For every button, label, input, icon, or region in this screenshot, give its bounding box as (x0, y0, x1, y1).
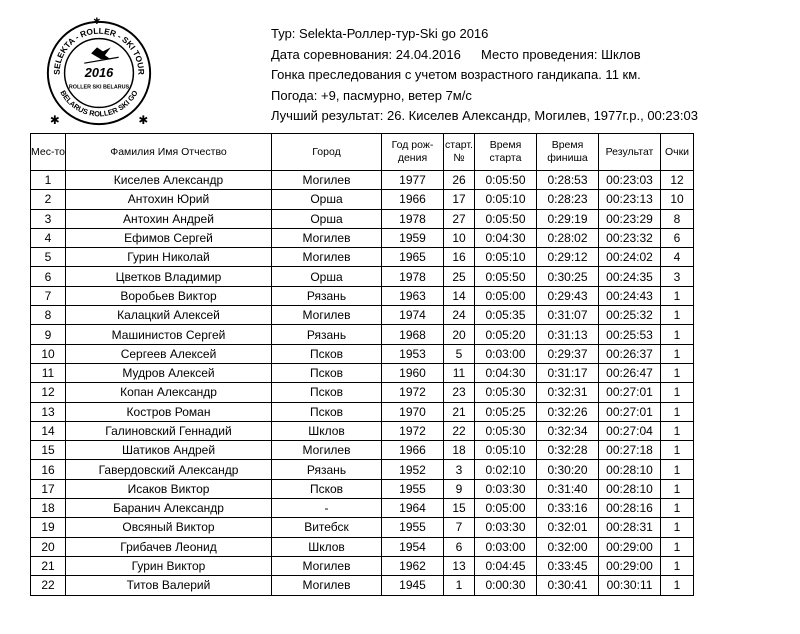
cell-start-time: 0:05:10 (475, 248, 537, 267)
cell-bib: 6 (444, 537, 475, 556)
cell-result: 00:23:13 (599, 190, 661, 209)
logo-center-text: ROLLER SKI BELARUS (68, 84, 130, 91)
cell-year: 1959 (382, 228, 444, 247)
cell-start-time: 0:05:35 (475, 306, 537, 325)
cell-result: 00:28:31 (599, 518, 661, 537)
cell-finish-time: 0:30:41 (537, 576, 599, 595)
cell-result: 00:27:04 (599, 421, 661, 440)
cell-start-time: 0:05:30 (475, 383, 537, 402)
cell-year: 1966 (382, 190, 444, 209)
cell-bib: 1 (444, 576, 475, 595)
cell-year: 1952 (382, 460, 444, 479)
table-row (31, 402, 694, 421)
table-row (31, 363, 694, 382)
cell-result: 00:27:18 (599, 441, 661, 460)
cell-start-time: 0:05:00 (475, 499, 537, 518)
cell-name: Титов Валерий (66, 576, 272, 595)
cell-start-time: 0:05:10 (475, 190, 537, 209)
cell-start-time: 0:05:50 (475, 267, 537, 286)
cell-finish-time: 0:30:25 (537, 267, 599, 286)
cell-result: 00:27:01 (599, 383, 661, 402)
header-bib: старт. № (444, 134, 475, 171)
cell-finish-time: 0:28:23 (537, 190, 599, 209)
cell-city: Могилев (272, 248, 382, 267)
table-row (31, 537, 694, 556)
cell-year: 1970 (382, 402, 444, 421)
cell-start-time: 0:05:50 (475, 209, 537, 228)
cell-name: Мудров Алексей (66, 363, 272, 382)
cell-result: 00:24:35 (599, 267, 661, 286)
cell-place: 10 (31, 344, 66, 363)
cell-finish-time: 0:29:19 (537, 209, 599, 228)
cell-result: 00:23:29 (599, 209, 661, 228)
cell-start-time: 0:03:00 (475, 344, 537, 363)
cell-name: Гурин Виктор (66, 556, 272, 575)
table-row (31, 228, 694, 247)
cell-place: 18 (31, 499, 66, 518)
cell-points: 1 (661, 363, 694, 382)
cell-points: 8 (661, 209, 694, 228)
logo-bottom-arc-text: BELARUS ROLLER SKI GO (58, 88, 140, 119)
cell-year: 1964 (382, 499, 444, 518)
cell-city: Могилев (272, 228, 382, 247)
table-row (31, 460, 694, 479)
cell-year: 1968 (382, 325, 444, 344)
cell-city: Псков (272, 344, 382, 363)
cell-place: 12 (31, 383, 66, 402)
cell-year: 1972 (382, 383, 444, 402)
cell-place: 20 (31, 537, 66, 556)
cell-bib: 17 (444, 190, 475, 209)
cell-place: 2 (31, 190, 66, 209)
cell-name: Сергеев Алексей (66, 344, 272, 363)
cell-name: Копан Александр (66, 383, 272, 402)
cell-place: 16 (31, 460, 66, 479)
table-row (31, 441, 694, 460)
cell-year: 1953 (382, 344, 444, 363)
cell-finish-time: 0:32:00 (537, 537, 599, 556)
tour-title: Тур: Selekta-Роллер-тур-Ski go 2016 (271, 26, 489, 41)
cell-start-time: 0:05:20 (475, 325, 537, 344)
cell-points: 1 (661, 306, 694, 325)
cell-city: Могилев (272, 556, 382, 575)
cell-finish-time: 0:32:26 (537, 402, 599, 421)
cell-city: - (272, 499, 382, 518)
cell-bib: 16 (444, 248, 475, 267)
race-description: Гонка преследования с учетом возрастного гандикапа. 11 км. (271, 67, 641, 82)
cell-name: Шатиков Андрей (66, 441, 272, 460)
cell-city: Рязань (272, 286, 382, 305)
cell-finish-time: 0:28:02 (537, 228, 599, 247)
cell-bib: 9 (444, 479, 475, 498)
cell-place: 21 (31, 556, 66, 575)
cell-name: Киселев Александр (66, 171, 272, 190)
cell-result: 00:28:16 (599, 499, 661, 518)
cell-name: Антохин Юрий (66, 190, 272, 209)
header-result: Результат (599, 134, 661, 171)
cell-name: Машинистов Сергей (66, 325, 272, 344)
results-table (30, 133, 694, 596)
cell-bib: 3 (444, 460, 475, 479)
cell-year: 1945 (382, 576, 444, 595)
cell-year: 1955 (382, 479, 444, 498)
cell-start-time: 0:03:30 (475, 479, 537, 498)
cell-points: 1 (661, 325, 694, 344)
cell-points: 1 (661, 383, 694, 402)
cell-year: 1963 (382, 286, 444, 305)
cell-year: 1962 (382, 556, 444, 575)
cell-city: Псков (272, 383, 382, 402)
cell-place: 17 (31, 479, 66, 498)
logo-year: 2016 (84, 64, 114, 80)
cell-start-time: 0:05:30 (475, 421, 537, 440)
cell-points: 1 (661, 556, 694, 575)
cell-result: 00:29:00 (599, 537, 661, 556)
cell-city: Рязань (272, 460, 382, 479)
cell-place: 11 (31, 363, 66, 382)
cell-city: Псков (272, 479, 382, 498)
cell-place: 13 (31, 402, 66, 421)
cell-place: 3 (31, 209, 66, 228)
header-name: Фамилия Имя Отчество (66, 134, 272, 171)
cell-start-time: 0:03:00 (475, 537, 537, 556)
cell-result: 00:30:11 (599, 576, 661, 595)
cell-start-time: 0:03:30 (475, 518, 537, 537)
cell-city: Шклов (272, 537, 382, 556)
header-finish-time: Время финиша (537, 134, 599, 171)
table-row (31, 209, 694, 228)
table-row (31, 421, 694, 440)
best-result: Лучший результат: 26. Киселев Александр, Могилев, 1977г.р., 00:23:03 (271, 108, 698, 123)
cell-finish-time: 0:32:28 (537, 441, 599, 460)
header-city: Город (272, 134, 382, 171)
cell-points: 1 (661, 518, 694, 537)
cell-start-time: 0:04:45 (475, 556, 537, 575)
cell-finish-time: 0:31:13 (537, 325, 599, 344)
cell-city: Псков (272, 363, 382, 382)
race-date: Дата соревнования: 24.04.2016 (271, 46, 461, 62)
table-row (31, 518, 694, 537)
table-row (31, 576, 694, 595)
table-row (31, 556, 694, 575)
cell-city: Орша (272, 267, 382, 286)
cell-bib: 7 (444, 518, 475, 537)
cell-bib: 24 (444, 306, 475, 325)
cell-year: 1966 (382, 441, 444, 460)
cell-city: Могилев (272, 441, 382, 460)
race-place: Место проведения: Шклов (481, 46, 641, 62)
cell-points: 1 (661, 479, 694, 498)
cell-start-time: 0:00:30 (475, 576, 537, 595)
weather: Погода: +9, пасмурно, ветер 7м/с (271, 87, 472, 103)
cell-name: Ефимов Сергей (66, 228, 272, 247)
cell-finish-time: 0:31:07 (537, 306, 599, 325)
cell-finish-time: 0:29:37 (537, 344, 599, 363)
cell-points: 12 (661, 171, 694, 190)
cell-place: 9 (31, 325, 66, 344)
cell-bib: 18 (444, 441, 475, 460)
header-points: Очки (661, 134, 694, 171)
cell-place: 4 (31, 228, 66, 247)
cell-result: 00:23:03 (599, 171, 661, 190)
header-year: Год рож-дения (382, 134, 444, 171)
cell-result: 00:25:53 (599, 325, 661, 344)
cell-year: 1972 (382, 421, 444, 440)
cell-year: 1965 (382, 248, 444, 267)
cell-place: 22 (31, 576, 66, 595)
cell-points: 1 (661, 402, 694, 421)
cell-bib: 10 (444, 228, 475, 247)
cell-place: 15 (31, 441, 66, 460)
cell-name: Костров Роман (66, 402, 272, 421)
cell-points: 1 (661, 460, 694, 479)
cell-points: 10 (661, 190, 694, 209)
table-row (31, 248, 694, 267)
skier-figure-icon (91, 47, 111, 59)
cell-place: 6 (31, 267, 66, 286)
cell-finish-time: 0:28:53 (537, 171, 599, 190)
cell-bib: 5 (444, 344, 475, 363)
cell-bib: 22 (444, 421, 475, 440)
cell-points: 1 (661, 441, 694, 460)
cell-place: 5 (31, 248, 66, 267)
cell-finish-time: 0:31:17 (537, 363, 599, 382)
cell-city: Могилев (272, 171, 382, 190)
cell-bib: 13 (444, 556, 475, 575)
cell-name: Калацкий Алексей (66, 306, 272, 325)
cell-points: 4 (661, 248, 694, 267)
table-row (31, 306, 694, 325)
cell-name: Овсяный Виктор (66, 518, 272, 537)
table-row (31, 325, 694, 344)
cell-result: 00:25:32 (599, 306, 661, 325)
cell-result: 00:23:32 (599, 228, 661, 247)
cell-city: Рязань (272, 325, 382, 344)
table-row (31, 171, 694, 190)
cell-year: 1978 (382, 267, 444, 286)
cell-bib: 14 (444, 286, 475, 305)
table-row (31, 499, 694, 518)
cell-year: 1977 (382, 171, 444, 190)
cell-points: 6 (661, 228, 694, 247)
cell-finish-time: 0:33:16 (537, 499, 599, 518)
cell-name: Гурин Николай (66, 248, 272, 267)
header-start-time: Время старта (475, 134, 537, 171)
cell-name: Антохин Андрей (66, 209, 272, 228)
snowflake-icon: ✱ (138, 113, 149, 128)
selekta-roller-tour-logo (40, 14, 158, 132)
table-row (31, 479, 694, 498)
table-row (31, 286, 694, 305)
cell-bib: 11 (444, 363, 475, 382)
cell-finish-time: 0:33:45 (537, 556, 599, 575)
cell-finish-time: 0:29:12 (537, 248, 599, 267)
cell-start-time: 0:04:30 (475, 363, 537, 382)
cell-name: Исаков Виктор (66, 479, 272, 498)
cell-city: Псков (272, 402, 382, 421)
cell-bib: 21 (444, 402, 475, 421)
cell-year: 1978 (382, 209, 444, 228)
cell-year: 1955 (382, 518, 444, 537)
cell-result: 00:24:43 (599, 286, 661, 305)
cell-points: 1 (661, 499, 694, 518)
cell-finish-time: 0:29:43 (537, 286, 599, 305)
cell-place: 1 (31, 171, 66, 190)
cell-name: Баранич Александр (66, 499, 272, 518)
cell-place: 14 (31, 421, 66, 440)
cell-result: 00:26:47 (599, 363, 661, 382)
table-row (31, 344, 694, 363)
cell-result: 00:28:10 (599, 479, 661, 498)
cell-bib: 23 (444, 383, 475, 402)
cell-bib: 15 (444, 499, 475, 518)
cell-name: Грибачев Леонид (66, 537, 272, 556)
cell-start-time: 0:02:10 (475, 460, 537, 479)
cell-result: 00:27:01 (599, 402, 661, 421)
cell-finish-time: 0:32:34 (537, 421, 599, 440)
cell-finish-time: 0:32:31 (537, 383, 599, 402)
cell-city: Витебск (272, 518, 382, 537)
cell-place: 7 (31, 286, 66, 305)
cell-result: 00:28:10 (599, 460, 661, 479)
cell-city: Могилев (272, 306, 382, 325)
cell-year: 1974 (382, 306, 444, 325)
cell-city: Шклов (272, 421, 382, 440)
table-header-row (31, 134, 694, 171)
snowflake-icon: ✱ (93, 15, 101, 26)
cell-bib: 27 (444, 209, 475, 228)
cell-place: 8 (31, 306, 66, 325)
cell-result: 00:26:37 (599, 344, 661, 363)
cell-points: 1 (661, 286, 694, 305)
cell-year: 1954 (382, 537, 444, 556)
logo-top-arc-text: SELEKTA - ROLLER - SKI TOUR (51, 25, 147, 75)
cell-start-time: 0:05:25 (475, 402, 537, 421)
cell-bib: 20 (444, 325, 475, 344)
header-place: Мес-то (31, 134, 66, 171)
cell-points: 1 (661, 421, 694, 440)
table-row (31, 267, 694, 286)
snowflake-icon: ✱ (49, 113, 60, 128)
cell-result: 00:29:00 (599, 556, 661, 575)
cell-name: Гавердовский Александр (66, 460, 272, 479)
cell-year: 1960 (382, 363, 444, 382)
cell-start-time: 0:05:50 (475, 171, 537, 190)
cell-city: Орша (272, 190, 382, 209)
cell-finish-time: 0:32:01 (537, 518, 599, 537)
cell-name: Галиновский Геннадий (66, 421, 272, 440)
table-row (31, 190, 694, 209)
table-row (31, 383, 694, 402)
cell-name: Цветков Владимир (66, 267, 272, 286)
cell-name: Воробьев Виктор (66, 286, 272, 305)
cell-city: Орша (272, 209, 382, 228)
cell-start-time: 0:05:10 (475, 441, 537, 460)
cell-points: 1 (661, 537, 694, 556)
cell-bib: 26 (444, 171, 475, 190)
cell-bib: 25 (444, 267, 475, 286)
cell-finish-time: 0:30:20 (537, 460, 599, 479)
cell-place: 19 (31, 518, 66, 537)
cell-points: 1 (661, 576, 694, 595)
race-info (271, 24, 698, 127)
cell-start-time: 0:05:00 (475, 286, 537, 305)
cell-result: 00:24:02 (599, 248, 661, 267)
cell-points: 1 (661, 344, 694, 363)
cell-points: 3 (661, 267, 694, 286)
cell-finish-time: 0:31:40 (537, 479, 599, 498)
cell-start-time: 0:04:30 (475, 228, 537, 247)
cell-city: Могилев (272, 576, 382, 595)
